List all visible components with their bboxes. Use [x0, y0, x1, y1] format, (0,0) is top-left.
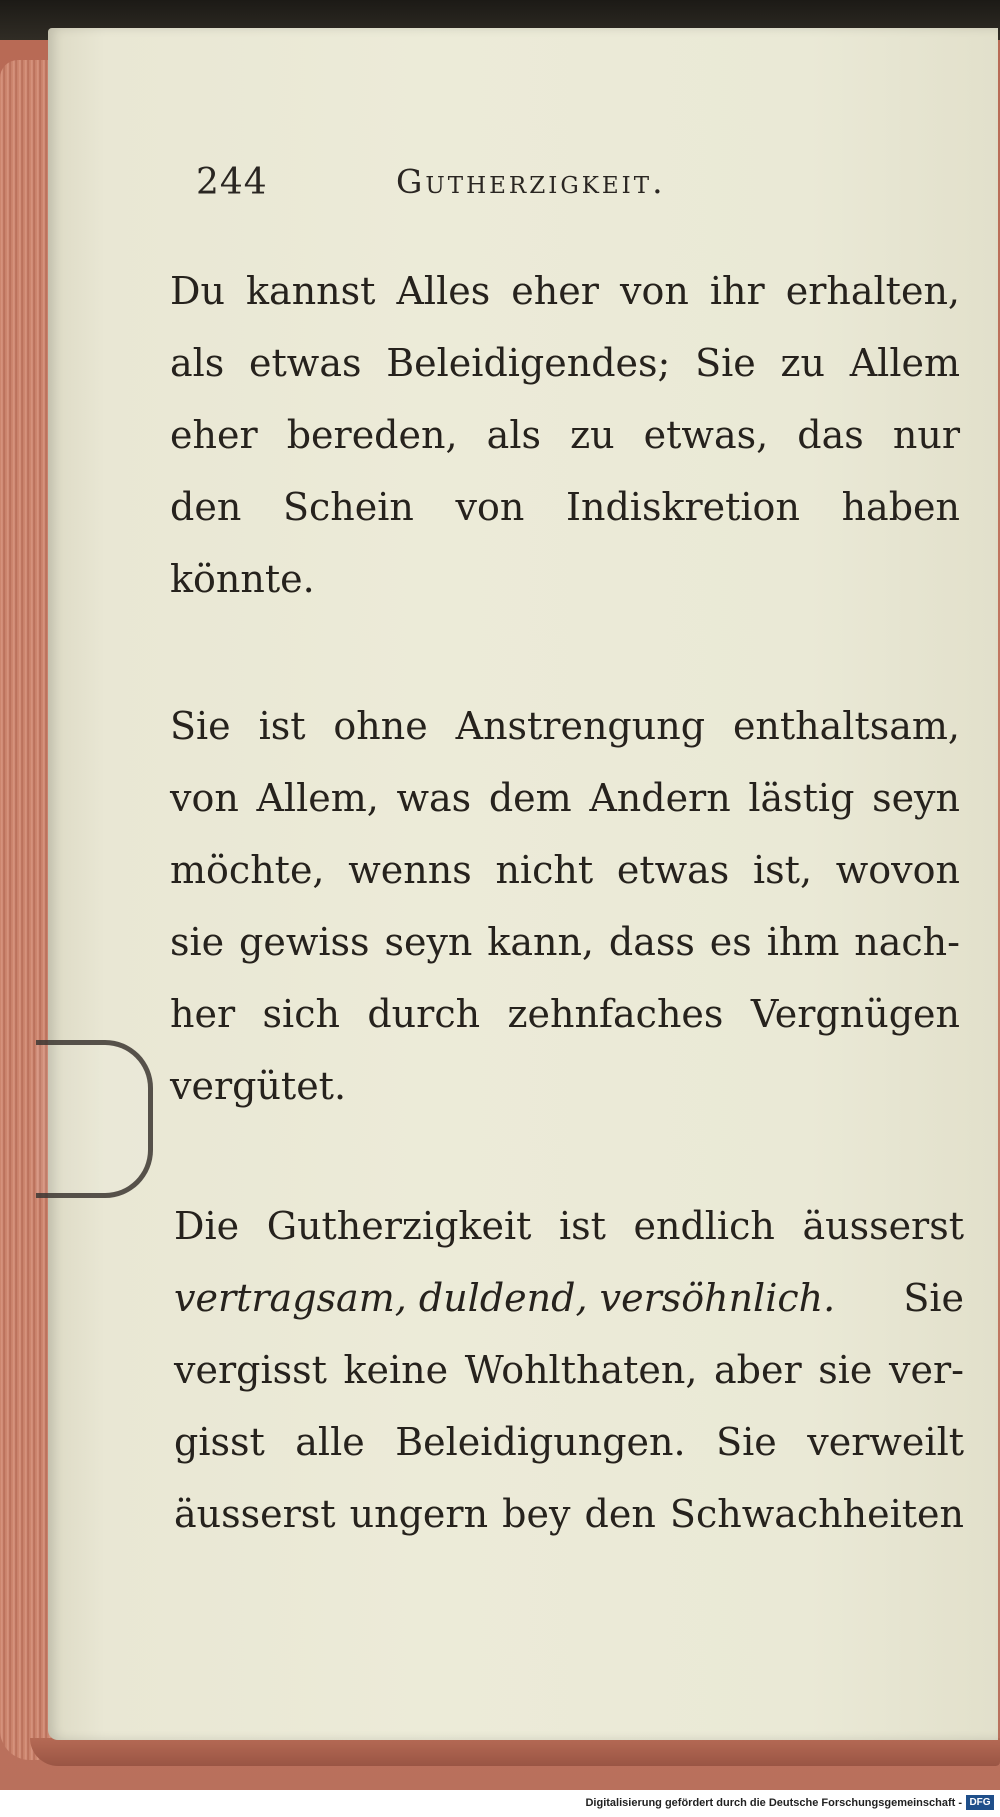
- text-line: eher bereden, als zu etwas, das nur: [170, 413, 960, 457]
- italic-phrase: vertragsam, duldend, versöhnlich.: [174, 1276, 836, 1320]
- running-title: Gutherzigkeit.: [396, 162, 666, 201]
- page-header: [196, 158, 956, 218]
- text-line: gisst alle Beleidigungen. Sie verweilt: [174, 1420, 964, 1464]
- text-line: sie gewiss seyn kann, dass es ihm nach-: [170, 920, 960, 964]
- paragraph-3: [174, 1190, 964, 1550]
- footer-credit: Digitalisierung gefördert durch die Deutsche Forschungsgemeinschaft -: [585, 1797, 962, 1809]
- page-bottom-edge: [30, 1738, 1000, 1766]
- text-line: Die Gutherzigkeit ist endlich äusserst: [174, 1204, 964, 1248]
- page-number: 244: [196, 162, 268, 203]
- text-line: Sie ist ohne Anstrengung enthaltsam,: [170, 704, 960, 748]
- text-fragment: Sie: [903, 1276, 964, 1320]
- text-line: vergütet.: [170, 1064, 347, 1108]
- text-line: möchte, wenns nicht etwas ist, wovon: [170, 848, 960, 892]
- paragraph-1: [170, 255, 960, 615]
- text-line-mixed: [174, 1262, 964, 1334]
- text-line: äusserst ungern bey den Schwachheiten: [174, 1492, 964, 1536]
- text-line: könnte.: [170, 557, 315, 601]
- paragraph-2: [170, 690, 960, 1122]
- dfg-logo: DFG: [966, 1795, 994, 1810]
- text-line: Du kannst Alles eher von ihr erhalten,: [170, 269, 960, 313]
- text-line: her sich durch zehnfaches Vergnügen: [170, 992, 960, 1036]
- text-line: vergisst keine Wohlthaten, aber sie ver-: [174, 1348, 964, 1392]
- text-line: von Allem, was dem Andern lästig seyn: [170, 776, 960, 820]
- text-line: als etwas Beleidigendes; Sie zu Allem: [170, 341, 960, 385]
- page-clip: [36, 1040, 153, 1198]
- text-line: den Schein von Indiskretion haben: [170, 485, 960, 529]
